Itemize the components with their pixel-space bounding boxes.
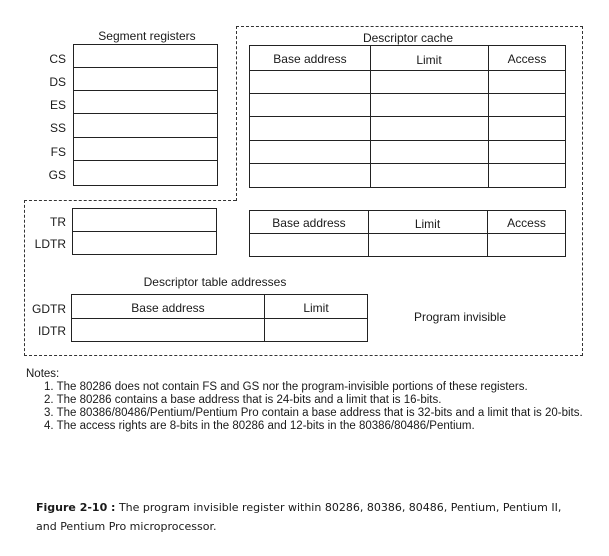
program-invisible-label: Program invisible bbox=[413, 310, 507, 324]
note-1: 1. The 80286 does not contain FS and GS nor the program-invisible portions of these registers. bbox=[44, 381, 528, 393]
invisible-outline-top bbox=[236, 26, 583, 27]
cache-col-access: Access bbox=[507, 52, 547, 66]
task-col-access: Access bbox=[507, 216, 546, 230]
segment-label-es: ES bbox=[49, 98, 66, 112]
segment-label-gs: GS bbox=[48, 168, 66, 182]
cache-col-limit: Limit bbox=[416, 53, 442, 67]
invisible-outline-left bbox=[24, 200, 25, 356]
note-3: 3. The 80386/80486/Pentium/Pentium Pro contain a base address that is 32-bits and a limit that is 20-bits. bbox=[44, 407, 583, 419]
table-label-idtr: IDTR bbox=[38, 324, 66, 338]
cache-col-base-address: Base address bbox=[273, 52, 347, 66]
descriptor-cache-title: Descriptor cache bbox=[362, 31, 454, 45]
figure-caption-prefix: Figure 2-10 : bbox=[36, 501, 116, 514]
task-label-ldtr: LDTR bbox=[34, 237, 66, 251]
figure-caption-text1: The program invisible register within 80286, 80386, 80486, Pentium, Pentium II, bbox=[115, 501, 562, 514]
segment-registers-title: Segment registers bbox=[98, 29, 196, 43]
segment-label-cs: CS bbox=[49, 52, 66, 66]
figure-caption-line1 bbox=[36, 501, 561, 514]
invisible-outline-step bbox=[24, 200, 236, 201]
task-label-tr: TR bbox=[50, 215, 66, 229]
invisible-outline-right bbox=[582, 26, 583, 356]
task-col-base-address: Base address bbox=[272, 216, 346, 230]
table-col-limit: Limit bbox=[303, 301, 329, 315]
invisible-outline-bottom bbox=[24, 355, 583, 356]
segment-label-ss: SS bbox=[49, 121, 66, 135]
segment-registers-box bbox=[73, 44, 218, 186]
note-2: 2. The 80286 contains a base address that is 24-bits and a limit that is 16-bits. bbox=[44, 394, 442, 406]
segment-label-ds: DS bbox=[49, 75, 66, 89]
descriptor-table-title: Descriptor table addresses bbox=[143, 275, 287, 289]
notes-heading: Notes: bbox=[26, 368, 60, 380]
task-registers-box bbox=[72, 208, 217, 255]
table-col-base-address: Base address bbox=[131, 301, 205, 315]
table-label-gdtr: GDTR bbox=[32, 302, 66, 316]
task-col-limit: Limit bbox=[414, 217, 441, 231]
figure-caption-line2: and Pentium Pro microprocessor. bbox=[36, 520, 217, 533]
invisible-outline-inner bbox=[236, 26, 237, 201]
note-4: 4. The access rights are 8-bits in the 80286 and 12-bits in the 80386/80486/Pentium. bbox=[44, 420, 475, 432]
segment-label-fs: FS bbox=[50, 145, 66, 159]
